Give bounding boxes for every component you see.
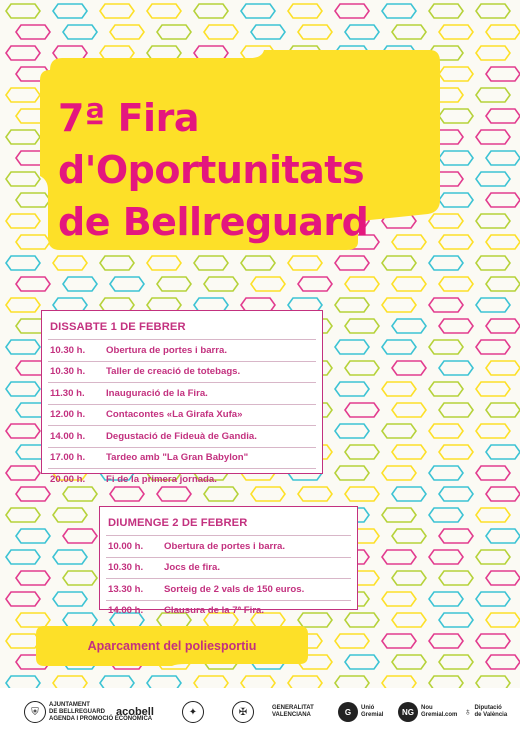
pattern-bead (335, 634, 369, 648)
pattern-bead (345, 445, 379, 459)
pattern-bead (63, 613, 97, 627)
pattern-bead (486, 403, 520, 417)
schedule-row (48, 361, 316, 383)
pattern-bead (382, 382, 416, 396)
ng-icon: NG (398, 702, 418, 722)
pattern-bead (204, 25, 238, 39)
pattern-bead (16, 529, 50, 543)
pattern-bead (476, 634, 510, 648)
pattern-bead (429, 340, 463, 354)
pattern-bead (439, 67, 473, 81)
pattern-bead (6, 172, 40, 186)
pattern-bead (392, 361, 426, 375)
pattern-bead (110, 277, 144, 291)
pattern-bead (486, 109, 520, 123)
pattern-bead (16, 487, 50, 501)
event-time: 12.00 h. (50, 409, 86, 421)
event-description: Obertura de portes i barra. (106, 344, 228, 356)
pattern-bead (147, 256, 181, 270)
pattern-bead (392, 529, 426, 543)
event-time: 10.30 h. (108, 562, 144, 574)
pattern-bead (16, 613, 50, 627)
pattern-bead (16, 571, 50, 585)
pattern-bead (392, 487, 426, 501)
pattern-bead (486, 193, 520, 207)
seal-logo-1 (182, 688, 204, 736)
pattern-bead (486, 487, 520, 501)
ajuntament-text: AJUNTAMENT DE BELLREGUARD AGENDA I PROMOCIÓ ECONÒMICA (49, 701, 153, 722)
pattern-bead (335, 424, 369, 438)
event-description: Tardeo amb "La Gran Babylon" (106, 452, 249, 464)
schedule-row (106, 557, 351, 579)
event-description: Jocs de fira. (164, 562, 220, 574)
pattern-bead (429, 298, 463, 312)
pattern-bead (63, 25, 97, 39)
pattern-bead (110, 25, 144, 39)
schedule-row (48, 382, 316, 404)
pattern-bead (392, 403, 426, 417)
pattern-bead (288, 4, 322, 18)
event-description: Contacontes «La Girafa Xufa» (106, 409, 243, 421)
pattern-bead (194, 4, 228, 18)
pattern-bead (392, 571, 426, 585)
pattern-bead (63, 529, 97, 543)
pattern-bead (382, 340, 416, 354)
unio-gremial-text: Unió Gremial (361, 705, 384, 718)
diputacio-text: Diputació de València (474, 705, 508, 718)
diputacio-logo (464, 688, 507, 736)
pattern-bead (345, 319, 379, 333)
title-line-2: d'Oportunitats (58, 148, 365, 192)
pattern-bead (429, 424, 463, 438)
pattern-bead (439, 655, 473, 669)
pattern-bead (439, 445, 473, 459)
schedule-row (106, 578, 351, 600)
pattern-bead (335, 466, 369, 480)
pattern-bead (439, 571, 473, 585)
pattern-bead (100, 256, 134, 270)
pattern-bead (157, 277, 191, 291)
title-line-1: 7ª Fira (58, 96, 199, 140)
pattern-bead (476, 88, 510, 102)
pattern-bead (429, 634, 463, 648)
headline-banner (40, 50, 440, 250)
pattern-bead (429, 550, 463, 564)
schedule-row (48, 339, 316, 361)
event-time: 10.00 h. (108, 540, 144, 552)
pattern-bead (392, 613, 426, 627)
pattern-bead (6, 88, 40, 102)
pattern-bead (345, 655, 379, 669)
pattern-bead (335, 4, 369, 18)
saturday-schedule (41, 310, 323, 485)
pattern-bead (439, 319, 473, 333)
pattern-bead (382, 550, 416, 564)
schedule-row (48, 447, 316, 469)
event-time: 14.00 h. (108, 605, 144, 617)
pattern-bead (486, 67, 520, 81)
event-description: Degustació de Fideuà de Gandia. (106, 430, 257, 442)
pattern-bead (439, 25, 473, 39)
pattern-bead (486, 529, 520, 543)
pattern-bead (6, 382, 40, 396)
pattern-bead (382, 298, 416, 312)
pattern-bead (382, 424, 416, 438)
pattern-bead (476, 550, 510, 564)
pattern-bead (147, 4, 181, 18)
pattern-bead (6, 508, 40, 522)
pattern-bead (6, 634, 40, 648)
pattern-bead (53, 4, 87, 18)
diputacio-mark-icon: ♁ (464, 706, 472, 718)
pattern-bead (345, 361, 379, 375)
pattern-bead (476, 256, 510, 270)
pattern-bead (429, 592, 463, 606)
pattern-bead (6, 466, 40, 480)
pattern-bead (486, 445, 520, 459)
location-label: Aparcament del poliesportiu (87, 639, 257, 653)
pattern-bead (429, 256, 463, 270)
pattern-bead (486, 151, 520, 165)
event-time: 10.30 h. (50, 366, 86, 378)
pattern-bead (476, 424, 510, 438)
pattern-bead (486, 613, 520, 627)
pattern-bead (486, 319, 520, 333)
nou-gremial-text: Nou Gremial.com (421, 705, 458, 718)
pattern-bead (429, 4, 463, 18)
pattern-bead (392, 319, 426, 333)
pattern-bead (382, 592, 416, 606)
pattern-bead (251, 277, 285, 291)
pattern-bead (53, 256, 87, 270)
pattern-bead (335, 382, 369, 396)
pattern-bead (439, 361, 473, 375)
pattern-bead (429, 382, 463, 396)
pattern-bead (6, 550, 40, 564)
pattern-bead (241, 4, 275, 18)
gremial-icon: G (338, 702, 358, 722)
pattern-bead (6, 4, 40, 18)
pattern-bead (392, 277, 426, 291)
acobell-logo (116, 688, 154, 736)
schedule-row (48, 404, 316, 426)
pattern-bead (6, 130, 40, 144)
title-line-3: de Bellreguard (58, 200, 369, 244)
pattern-bead (476, 508, 510, 522)
pattern-bead (382, 4, 416, 18)
pattern-bead (63, 277, 97, 291)
sunday-heading: DIUMENGE 2 DE FEBRER (108, 517, 248, 529)
pattern-bead (335, 340, 369, 354)
event-description: Sorteig de 2 vals de 150 euros. (164, 583, 305, 595)
nou-gremial-logo (398, 688, 457, 736)
pattern-bead (335, 298, 369, 312)
pattern-bead (6, 214, 40, 228)
cross-seal-icon: ✠ (232, 701, 254, 723)
pattern-bead (288, 256, 322, 270)
event-time: 11.30 h. (50, 387, 85, 399)
pattern-bead (345, 25, 379, 39)
event-time: 17.00 h. (50, 452, 86, 464)
pattern-bead (63, 571, 97, 585)
pattern-bead (486, 235, 520, 249)
pattern-bead (53, 592, 87, 606)
pattern-bead (382, 466, 416, 480)
pattern-bead (382, 634, 416, 648)
pattern-bead (439, 487, 473, 501)
pattern-bead (476, 382, 510, 396)
generalitat-logo (272, 688, 314, 736)
pattern-bead (157, 25, 191, 39)
schedule-row (48, 425, 316, 447)
pattern-bead (486, 25, 520, 39)
sponsor-bar (0, 688, 520, 736)
schedule-row (48, 468, 316, 490)
pattern-bead (382, 508, 416, 522)
pattern-bead (476, 298, 510, 312)
pattern-bead (345, 403, 379, 417)
event-description: Obertura de portes i barra. (164, 540, 286, 552)
event-time: 14.00 h. (50, 430, 86, 442)
pattern-bead (53, 550, 87, 564)
acobell-text: acobell (116, 706, 154, 718)
pattern-bead (486, 571, 520, 585)
pattern-bead (476, 214, 510, 228)
pattern-bead (486, 655, 520, 669)
schedule-row (106, 600, 351, 622)
pattern-bead (382, 256, 416, 270)
pattern-bead (429, 508, 463, 522)
pattern-bead (6, 340, 40, 354)
pattern-bead (345, 277, 379, 291)
pattern-bead (486, 361, 520, 375)
pattern-bead (298, 277, 332, 291)
event-description: Inauguració de la Fira. (106, 387, 208, 399)
pattern-bead (486, 277, 520, 291)
pattern-bead (476, 4, 510, 18)
pattern-bead (335, 256, 369, 270)
pattern-bead (439, 529, 473, 543)
pattern-bead (16, 277, 50, 291)
pattern-bead (392, 655, 426, 669)
pattern-bead (194, 256, 228, 270)
schedule-row (106, 535, 351, 557)
pattern-bead (16, 25, 50, 39)
pattern-bead (345, 487, 379, 501)
pattern-bead (476, 592, 510, 606)
pattern-bead (6, 592, 40, 606)
pattern-bead (53, 508, 87, 522)
pattern-bead (476, 130, 510, 144)
pattern-bead (241, 256, 275, 270)
event-time: 13.30 h. (108, 583, 144, 595)
fair-title (58, 92, 448, 248)
pattern-bead (298, 25, 332, 39)
seal-logo-2 (232, 688, 254, 736)
event-description: Taller de creació de totebags. (106, 366, 241, 378)
pattern-bead (476, 46, 510, 60)
event-time: 10.30 h. (50, 344, 86, 356)
generalitat-text: GENERALITAT VALENCIANA (272, 705, 314, 718)
pattern-bead (476, 340, 510, 354)
unio-gremial-logo (338, 688, 383, 736)
pattern-bead (6, 46, 40, 60)
pattern-bead (6, 424, 40, 438)
event-description: Fi de la primera jornada. (106, 473, 217, 485)
pattern-bead (251, 25, 285, 39)
sunday-schedule (99, 506, 358, 617)
pattern-bead (476, 172, 510, 186)
event-time: 20.00 h. (50, 473, 86, 485)
pattern-bead (6, 256, 40, 270)
pattern-bead (439, 277, 473, 291)
pattern-bead (439, 403, 473, 417)
pattern-bead (429, 466, 463, 480)
pattern-bead (392, 25, 426, 39)
pattern-bead (100, 4, 134, 18)
pattern-bead (476, 466, 510, 480)
saturday-heading: DISSABTE 1 DE FEBRER (50, 321, 186, 333)
shield-icon: ⛨ (24, 701, 46, 723)
pattern-bead (392, 445, 426, 459)
event-description: Clausura de la 7ª Fira. (164, 605, 265, 617)
pattern-bead (6, 298, 40, 312)
pattern-bead (439, 613, 473, 627)
location-banner (36, 626, 308, 666)
pattern-bead (204, 277, 238, 291)
seal-icon: ✦ (182, 701, 204, 723)
